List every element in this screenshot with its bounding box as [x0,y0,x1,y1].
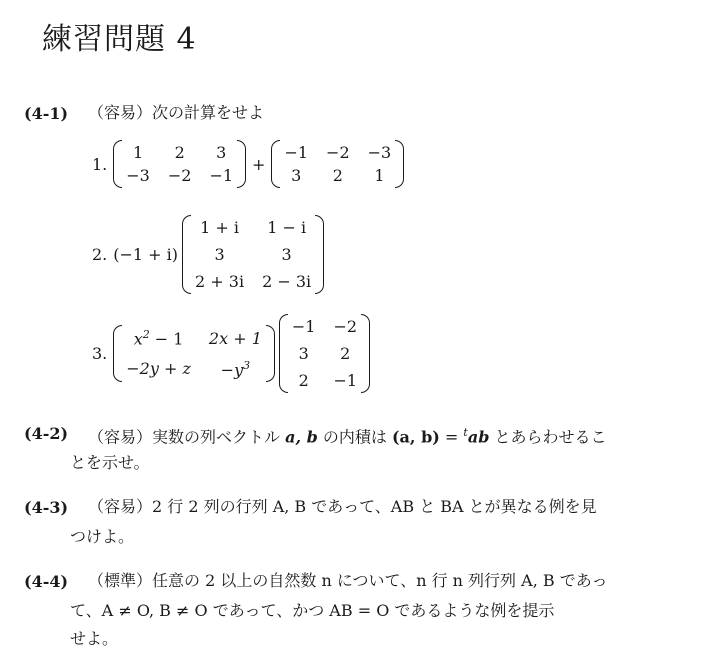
problem-text-4-4-cont1: て、A ≠ O, B ≠ O であって、かつ AB = O であるような例を提示 [70,601,555,620]
problem-text-4-3-cont: つけよ。 [70,527,135,546]
item-2 [92,215,324,294]
matrix-cell: 2 [340,344,351,363]
matrix-cell: $x^2 - 1$ [133,328,184,349]
matrix-cell: −2y + z [126,359,191,379]
problem-text-4-4: （標準）任意の 2 以上の自然数 n について、n 行 n 列行列 A, B であっ [88,571,608,590]
matrix-cell: $-y^3$ [220,358,251,379]
matrix-3b [279,314,370,393]
problem-text-4-2: （容易）実数の列ベクトル a, b の内積は (a, b) = $^t$ab とあらわせるこ [88,426,607,447]
matrix-cell: −1 [291,317,316,336]
matrix-cell: 2 − 3i [262,272,312,291]
problem-label-4-3: (4-3) [24,498,69,517]
matrix-cell: 2 [332,166,343,185]
matrix-cell: 1 [132,143,144,162]
plus-operator: + [252,154,266,174]
matrix-cell: 2 [174,143,185,162]
item-number: 1. [92,154,108,174]
problem-label-4-2: (4-2) [24,424,69,443]
matrix-cell: −1 [333,371,358,390]
matrix-cell: 2 [298,371,309,390]
matrix-cell: −3 [126,166,150,185]
matrix-3a [113,325,275,382]
problem-text-4-4-cont2: せよ。 [70,629,119,648]
page-title: 練習問題 4 [42,22,197,57]
item-3 [92,314,370,393]
scalar-factor: (−1 + i) [113,245,179,264]
matrix-cell: 3 [291,166,302,185]
problem-text-4-2-cont: とを示せ。 [70,453,150,472]
matrix-cell: 2 + 3i [195,272,245,291]
matrix-cell: −1 [209,166,234,185]
matrix-2 [182,215,324,294]
matrix-cell: 1 [374,166,385,185]
item-1 [92,140,404,188]
matrix-cell: 1 − i [267,218,307,237]
matrix-cell: −3 [367,143,392,162]
matrix-cell: 3 [281,245,292,264]
matrix-cell: 2x + 1 [208,328,262,348]
matrix-cell: 3 [214,245,225,264]
matrix-cell: 3 [216,143,227,162]
matrix-1a [113,140,246,188]
matrix-cell: 1 + i [200,218,239,237]
item-number: 2. [92,245,108,264]
matrix-cell: −2 [167,166,192,185]
problem-label-4-4: (4-4) [24,572,69,591]
problem-label-4-1: (4-1) [24,104,69,123]
matrix-1b [271,140,404,188]
problem-text-4-3: （容易）2 行 2 列の行列 A, B であって、AB と BA とが異なる例を見 [88,497,597,516]
matrix-cell: −2 [333,317,358,336]
matrix-cell: 3 [298,344,309,363]
matrix-cell: −1 [284,143,309,162]
matrix-cell: −2 [326,143,350,162]
item-number: 3. [92,344,108,363]
problem-text-4-1: （容易）次の計算をせよ [88,103,265,122]
